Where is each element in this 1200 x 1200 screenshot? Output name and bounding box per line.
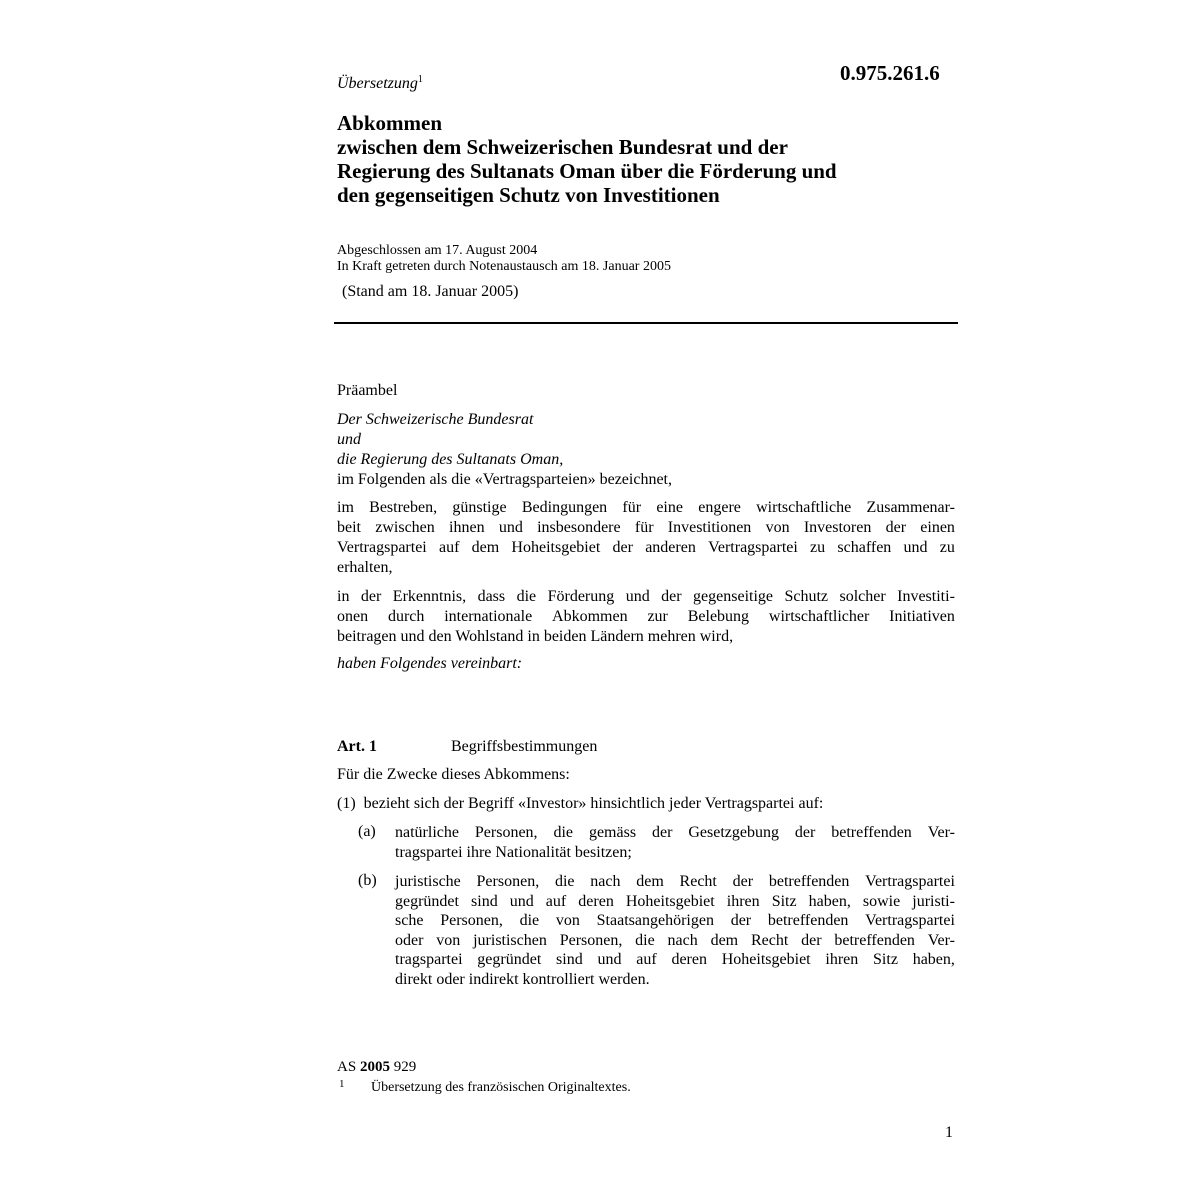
preamble-paragraph-1 [337,498,955,578]
sub-item-label-a: (a) [358,823,376,840]
title-line: Regierung des Sultanats Oman über die Förderung und [337,159,837,183]
preamble-heading: Präambel [337,382,398,399]
page-number: 1 [945,1124,953,1141]
sub-item-line: juristische Personen, die nach dem Recht der betreffenden Vertragspartei [395,873,955,890]
sub-item-line: gegründet sind und auf deren Hoheitsgebiet ihren Sitz haben, sowie juristi- [395,892,955,910]
article-intro: Für die Zwecke dieses Abkommens: [337,766,570,783]
preamble-paragraph-2 [337,587,955,647]
article-title: Begriffsbestimmungen [451,738,598,755]
title-line: den gegenseitigen Schutz von Investitionen [337,183,720,207]
title-line: zwischen dem Schweizerischen Bundesrat und der [337,135,788,159]
footnote-number: 1 [339,1078,345,1090]
footnote-reference[interactable]: 1 [417,74,423,85]
paragraph-line: im Bestreben, günstige Bedingungen für eine engere wirtschaftliche Zusammenar- [337,499,955,516]
as-page: 929 [393,1059,417,1075]
paragraph-line: beit zwischen ihnen und insbesondere für Investitionen von Investoren der einen [337,519,955,536]
title-line: Abkommen [337,111,443,135]
agreement-clause: haben Folgendes vereinbart: [337,655,523,672]
document-meta [337,243,671,275]
definition-item-1: (1) bezieht sich der Begriff «Investor» hinsichtlich jeder Vertragspartei auf: [337,795,824,812]
sub-item-line: direkt oder indirekt kontrolliert werden. [395,970,650,988]
sub-item-line: sche Personen, die von Staatsangehörigen der betreffenden Vertragspartei [395,912,955,929]
sub-item-a [395,823,955,862]
concluded-date: Abgeschlossen am 17. August 2004 [337,243,538,258]
sub-item-line: tragspartei gegründet sind und auf deren Hoheitsgebiet ihren Sitz haben, [395,951,955,968]
paragraph-line: in der Erkenntnis, dass die Förderung und der gegenseitige Schutz solcher Investiti- [337,588,955,605]
header-divider [334,322,958,324]
sub-item-label-b: (b) [358,872,377,889]
party-1: Der Schweizerische Bundesrat [337,411,534,428]
party-connector: und [337,431,361,448]
sub-item-line: oder von juristischen Personen, die nach dem Recht der betreffenden Ver- [395,931,955,949]
document-title [337,111,837,207]
sub-item-b [395,872,955,989]
sub-item-line: tragspartei ihre Nationalität besitzen; [395,843,632,861]
as-prefix: AS [337,1059,357,1075]
article-number: Art. 1 [337,738,377,755]
footnote-text: Übersetzung des französischen Originaltextes. [371,1080,631,1095]
status-date: (Stand am 18. Januar 2005) [342,283,519,300]
sub-item-line: natürliche Personen, die gemäss der Gesetzgebung der betreffenden Ver- [395,824,955,841]
as-year: 2005 [359,1059,390,1075]
in-force-date: In Kraft getreten durch Notenaustausch am 18. Januar 2005 [337,259,671,274]
paragraph-line: beitragen und den Wohlstand in beiden Ländern mehren wird, [337,628,734,645]
translation-label: Übersetzung [337,75,418,92]
party-2: die Regierung des Sultanats Oman, [337,451,564,468]
preamble-parties [337,410,672,490]
parties-referred: im Folgenden als die «Vertragsparteien» bezeichnet, [337,471,672,488]
paragraph-line: Vertragspartei auf dem Hoheitsgebiet der anderen Vertragspartei zu schaffen und zu [337,539,955,556]
official-collection-reference [337,1059,416,1076]
paragraph-line: onen durch internationale Abkommen zur Belebung wirtschaftlicher Initiativen [337,608,955,625]
sr-number: 0.975.261.6 [840,61,940,85]
translation-note [337,74,423,93]
paragraph-line: erhalten, [337,559,393,576]
